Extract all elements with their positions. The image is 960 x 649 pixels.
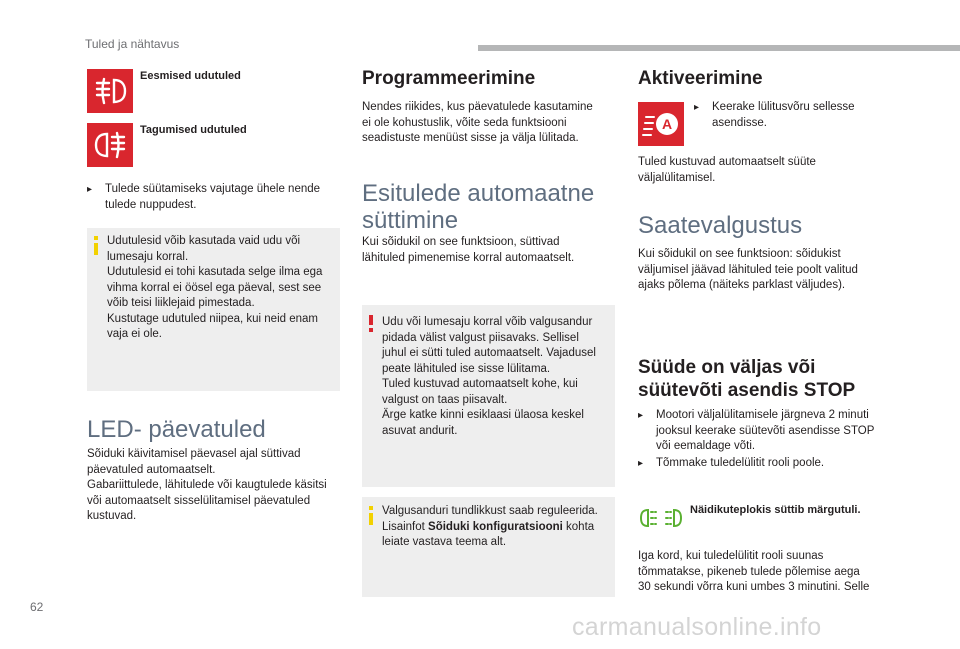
front-fog-label: Eesmised udutuled xyxy=(140,70,241,82)
bullet-arrow-icon: ▸ xyxy=(638,410,644,421)
led-text: Sõiduki käivitamisel päevasel ajal süttivad päevatuled automaatselt. Gabariittulede, lähitulede või kaugtulede käsitsi või automaatselt sisselülitamisel päevatuled kustuvad. xyxy=(87,448,327,522)
bullet-arrow-icon: ▸ xyxy=(638,458,644,469)
fog-bullet: ▸ Tulede süütamiseks vajutage ühele nende tulede nuppudest. xyxy=(87,183,321,211)
svg-text:A: A xyxy=(661,116,673,132)
activation-heading: Aktiveerimine xyxy=(638,68,763,89)
bullet-arrow-icon: ▸ xyxy=(87,184,93,195)
ignition-bullet-2: ▸ Tõmmake tuledelülitit rooli poole. xyxy=(638,456,911,472)
fog-info-text: Udutulesid võib kasutada vaid udu või lumesaju korral. Udutulesid ei tohi kasutada selge ilma ega vihma korral ei öösel ega päeval, sest see võib teisi liiklejaid pimestada. Kustutage udutuled niipea, kui neid enam vaja ei ole. xyxy=(107,235,323,340)
programming-heading: Programmeerimine xyxy=(362,68,536,89)
sensor-warning-box xyxy=(362,305,615,487)
follow-me-home-heading: Saatevalgustus xyxy=(638,212,803,239)
follow-me-home-text: Kui sõidukil on see funktsioon: sõidukist väljumisel jäävad lähituled teie poolt valitud ajaks põlema (näiteks parklast väljudes). xyxy=(638,248,858,291)
rear-fog-label: Tagumised udutuled xyxy=(140,124,247,136)
front-fog-lamp-icon xyxy=(87,69,133,113)
fog-info-box xyxy=(87,228,340,391)
extension-text: Iga kord, kui tuledelülitit rooli suunas tõmmatakse, pikeneb tulede põlemise aega 30 sekundi võrra kuni umbes 3 minutini. Selle xyxy=(638,550,870,593)
indicator-label: Näidikuteplokis süttib märgutuli. xyxy=(690,504,861,516)
sensor-warning-text: Udu või lumesaju korral võib valgusandur pidada välist valgust piisavaks. Sellisel juhul ei sütti tuled automaatselt. Vajadusel peate lähituled ise sisse lülitama. Tuled kustuvad automaatselt kohe, kui valgust on taas piisavalt. Ärge katke kinni esiklaasi ülaosa keskel asuvat andurit. xyxy=(382,316,596,437)
ignition-off-heading: Süüde on väljas või süütevõti asendis STOP xyxy=(638,357,856,401)
bullet-arrow-icon: ▸ xyxy=(694,102,700,113)
activation-bullet: ▸ Keerake lülitusvõru sellesse asendisse. xyxy=(694,101,855,129)
info-icon xyxy=(94,236,98,240)
ignition-bullet-1: ▸ Mootori väljalülitamisele järgneva 2 minuti jooksul keerake süütevõti asendisse STOP või eemaldage võti. xyxy=(638,409,875,452)
programming-text: Nendes riikides, kus päevatulede kasutamine ei ole kohustuslik, võite seda funktsiooni seadistuste menüüst sisse ja välja lülitada. xyxy=(362,101,593,144)
activation-text: Tuled kustuvad automaatselt süüte väljalülitamisel. xyxy=(638,156,816,184)
header-divider xyxy=(478,45,960,51)
section-header: Tuled ja nähtavus xyxy=(85,37,180,51)
page-number: 62 xyxy=(30,600,44,614)
watermark: carmanualsonline.info xyxy=(572,613,822,641)
auto-headlamp-icon xyxy=(638,102,684,146)
sensitivity-info-text: Valgusanduri tundlikkust saab reguleerida. Lisainfot Sõiduki konfiguratsiooni kohta leiate vastava teema alt. xyxy=(382,505,598,548)
headlamp-indicator-icon xyxy=(638,497,684,541)
info-icon xyxy=(369,506,373,510)
sensitivity-info-box xyxy=(362,497,615,597)
led-heading: LED- päevatuled xyxy=(87,416,266,443)
auto-headlamp-heading: Esitulede automaatne süttimine xyxy=(362,180,595,234)
auto-headlamp-text: Kui sõidukil on see funktsioon, süttivad lähituled pimenemise korral automaatselt. xyxy=(362,236,575,264)
rear-fog-lamp-icon xyxy=(87,123,133,167)
warning-icon xyxy=(369,315,373,325)
